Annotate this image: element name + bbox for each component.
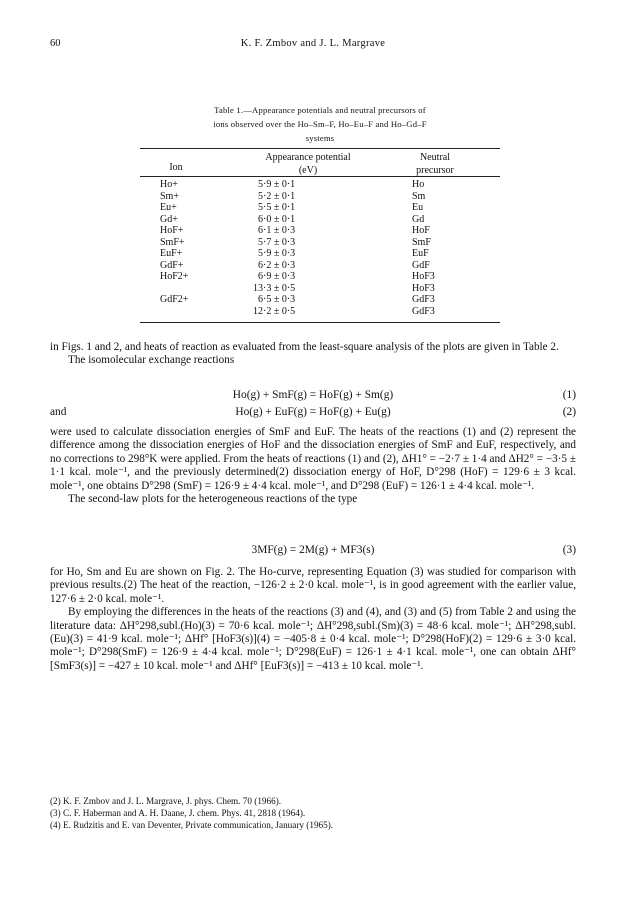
table-cell-precursor: GdF3 <box>412 305 435 317</box>
table-cell-precursor: Gd <box>412 213 425 225</box>
table-cell-precursor: HoF3 <box>412 271 435 282</box>
table-cell-ap: 12·2 ± 0·5 <box>253 305 296 317</box>
table-caption-line-1: Table 1.—Appearance potentials and neutral precursors of <box>214 105 426 115</box>
table-cell-ion: GdF+ <box>160 259 184 271</box>
table-cell-ap: 6·0 ± 0·1 <box>258 213 296 225</box>
table-header-appearance-potential: Appearance potential (eV) <box>265 152 351 176</box>
equation-1-number: (1) <box>562 389 576 401</box>
equation-1 <box>50 389 576 403</box>
table-cell-ion: Ho+ <box>160 179 178 190</box>
table-cell-precursor: Sm <box>412 190 426 202</box>
table-column-appearance-potential <box>253 179 368 317</box>
table-bottom-rule <box>140 322 500 323</box>
equation-3 <box>50 544 576 558</box>
paragraph-figs: in Figs. 1 and 2, and heats of reaction as evaluated from the least-square analysis of the plots are given in Table 2. The isomolecular exchange reactions <box>50 341 576 368</box>
footnote-3: (3) C. F. Haberman and A. H. Daane, J. chem. Phys. 41, 2818 (1964). <box>50 808 306 818</box>
paragraph-differences: By employing the differences in the heats of the reactions (3) and (4), and (3) and (5) from Table 2 and using the literature data: ΔH°298,subl.(Ho)(3) = 70·6 kcal. mole⁻¹; ΔH°298,subl.(Sm)(3) = 48·6 kcal. mole⁻¹; ΔH°298,subl.(Eu)(3) = 41·9 kcal. mole⁻¹; ΔHf° [HoF3(s)](4) = −405·8 ± 0·4 kcal. mole⁻¹; D°298(HoF)(2) = 129·6 ± 3·0 kcal. mole⁻¹; D°298(SmF) = 126·9 ± 4·4 kcal. mole⁻¹; D°298(EuF) = 126·1 ± 4·1 kcal. mole⁻¹, one can obtain ΔHf° [SmF3(s)] = −427 ± 10 kcal. mole⁻¹ and ΔHf° [EuF3(s)] = −413 ± 10 kcal. mole⁻¹. <box>50 606 576 672</box>
table-cell-ap: 13·3 ± 0·5 <box>253 282 296 294</box>
paragraph-isomolecular: The isomolecular exchange reactions <box>68 354 235 367</box>
equation-3-text: 3MF(g) = 2M(g) + MF3(s) <box>251 544 375 556</box>
table-cell-ion: GdF2+ <box>160 294 189 305</box>
table-caption-line-3: systems <box>305 133 335 143</box>
table-column-ion <box>160 179 220 317</box>
table-cell-precursor: HoF <box>412 225 430 236</box>
equation-3-number: (3) <box>562 544 576 556</box>
table-cell-precursor: GdF <box>412 259 430 271</box>
table-cell-ap: 5·5 ± 0·1 <box>258 202 296 213</box>
table-cell-ion: SmF+ <box>160 236 185 248</box>
footnote-2: (2) K. F. Zmbov and J. L. Margrave, J. phys. Chem. 70 (1966). <box>50 796 282 806</box>
table-cell-ion <box>160 283 220 295</box>
footnotes <box>50 795 576 831</box>
table-top-rule <box>140 148 500 149</box>
and-word: and <box>50 406 67 418</box>
table-cell-ap: 5·9 ± 0·3 <box>258 248 296 259</box>
running-header <box>50 38 576 52</box>
paragraph-ho-curve: for Ho, Sm and Eu are shown on Fig. 2. The Ho-curve, representing Equation (3) was studied for comparison with previous results.(2) The heat of the reaction, −126·2 ± 2·0 kcal. mole⁻¹, is in good agreement with the earlier value, 127·6 ± 2·0 kcal. mole⁻¹. By employing the differences in the heats of the reactions (3) and (4), and (3) and (5) from Table 2 and using the literature data: ΔH°298,subl.(Ho)(3) = 70·6 kcal. mole⁻¹; ΔH°298,subl.(Sm)(3) = 48·6 kcal. mole⁻¹; ΔH°298,subl.(Eu)(3) = 41·9 kcal. mole⁻¹; ΔHf° [HoF3(s)](4) = −405·8 ± 0·4 kcal. mole⁻¹; D°298(HoF)(2) = 129·6 ± 3·0 kcal. mole⁻¹; D°298(SmF) = 126·9 ± 4·4 kcal. mole⁻¹; D°298(EuF) = 126·1 ± 4·1 kcal. mole⁻¹, one can obtain ΔHf° [SmF3(s)] = −427 ± 10 kcal. mole⁻¹ and ΔHf° [EuF3(s)] = −413 ± 10 kcal. mole⁻¹. <box>50 566 576 672</box>
table-cell-ion: HoF2+ <box>160 271 189 282</box>
equation-2-text: Ho(g) + EuF(g) = HoF(g) + Eu(g) <box>235 406 391 418</box>
table-cell-ap: 6·5 ± 0·3 <box>258 294 296 305</box>
table-cell-precursor: EuF <box>412 248 429 259</box>
page-number: 60 <box>50 38 61 49</box>
table-cell-ion: Eu+ <box>160 202 177 213</box>
table-cell-ap: 5·7 ± 0·3 <box>258 236 296 248</box>
table-cell-ap: 5·2 ± 0·1 <box>258 190 296 202</box>
table-cell-ap: 6·9 ± 0·3 <box>258 271 296 282</box>
table-cell-ion: EuF+ <box>160 248 183 259</box>
table-header-ion: Ion <box>169 162 183 173</box>
table-cell-ion: HoF+ <box>160 225 184 236</box>
table-header-rule <box>140 176 500 177</box>
table-cell-ion <box>160 306 220 318</box>
equation-2 <box>50 406 576 420</box>
table-header-neutral-precursor: Neutral precursor <box>416 152 454 176</box>
equation-1-text: Ho(g) + SmF(g) = HoF(g) + Sm(g) <box>232 389 394 401</box>
table-cell-precursor: HoF3 <box>412 282 435 294</box>
table-cell-ap: 6·1 ± 0·3 <box>258 225 296 236</box>
table-cell-precursor: Eu <box>412 202 424 213</box>
table-cell-ap: 6·2 ± 0·3 <box>258 259 296 271</box>
table-caption <box>140 103 500 145</box>
paragraph-dissociation: were used to calculate dissociation energies of SmF and EuF. The heats of the reactions (1) and (2) represent the difference among the dissociation energies of HoF and the dissociation energies of SmF and EuF, respectively, and no corrections to 298°K were applied. From the heats of reactions (1) and (2), ΔH1° = −2·7 ± 1·4 and ΔH2° = −3·5 ± 1·1 kcal. mole⁻¹, and the previously determined(2) dissociation energy of HoF, D°298 (HoF) = 129·6 ± 3 kcal. mole⁻¹, one obtains D°298 (SmF) = 126·9 ± 4·4 kcal. mole⁻¹, and D°298 (EuF) = 126·1 ± 4·4 kcal. mole⁻¹. The second-law plots for the heterogeneous reactions of the type <box>50 426 576 506</box>
table-cell-precursor: Ho <box>412 179 425 190</box>
footnote-4: (4) E. Rudzitis and E. van Deventer, Private communication, January (1965). <box>50 820 334 830</box>
table-cell-ap: 5·9 ± 0·1 <box>258 179 296 190</box>
table-cell-precursor: SmF <box>412 236 431 248</box>
table-caption-line-2: ions observed over the Ho–Sm–F, Ho–Eu–F and Ho–Gd–F <box>213 119 427 129</box>
table-cell-ion: Sm+ <box>160 190 179 202</box>
paragraph-second-law: The second-law plots for the heterogeneous reactions of the type <box>68 493 358 506</box>
equation-2-number: (2) <box>562 406 576 418</box>
running-title: K. F. Zmbov and J. L. Margrave <box>240 38 386 49</box>
table-cell-precursor: GdF3 <box>412 294 435 305</box>
table-column-precursor <box>412 179 472 317</box>
table-cell-ion: Gd+ <box>160 213 178 225</box>
